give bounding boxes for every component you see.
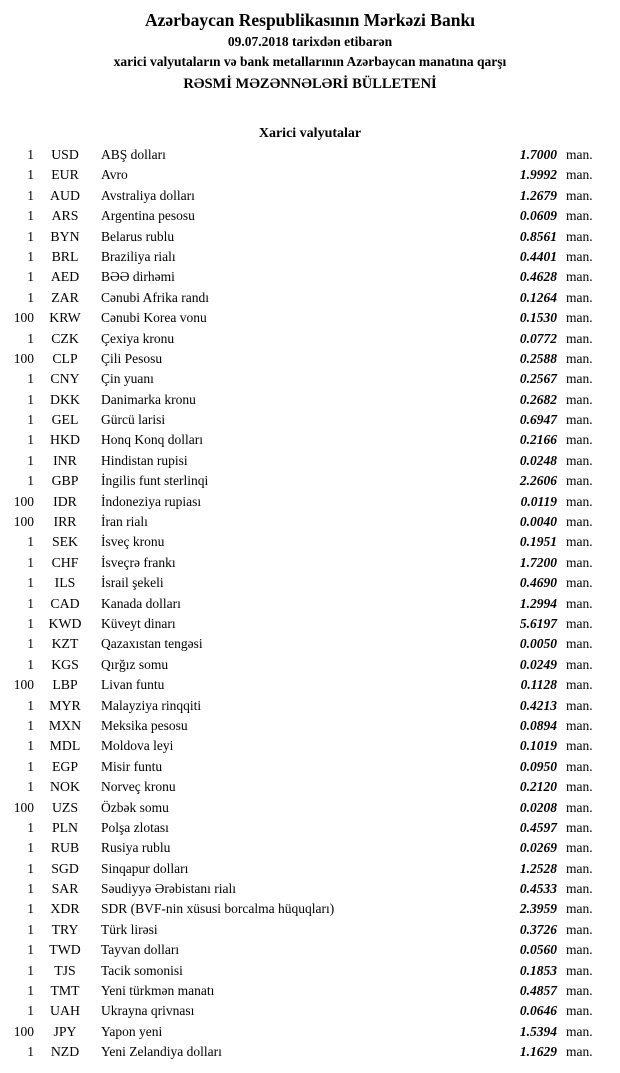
currency-name-cell: Cənubi Afrika randı bbox=[101, 289, 209, 305]
rate-cell: 0.0208 bbox=[519, 799, 557, 815]
currency-code-cell: TWD bbox=[49, 942, 81, 958]
rate-cell: 0.8561 bbox=[519, 228, 557, 244]
unit-cell: man. bbox=[566, 432, 593, 448]
rate-cell: 0.1853 bbox=[519, 962, 557, 978]
currency-name-cell: Çin yuanı bbox=[101, 371, 154, 387]
quantity-cell: 1 bbox=[27, 921, 34, 937]
quantity-cell: 1 bbox=[27, 452, 34, 468]
quantity-cell: 1 bbox=[27, 371, 34, 387]
currency-row bbox=[8, 800, 608, 820]
unit-cell: man. bbox=[566, 779, 593, 795]
currency-name-cell: Tacik somonisi bbox=[101, 962, 183, 978]
quantity-cell: 1 bbox=[27, 717, 34, 733]
rate-cell: 0.0040 bbox=[519, 514, 557, 530]
rate-cell: 0.0248 bbox=[519, 452, 557, 468]
currency-row bbox=[8, 840, 608, 860]
currency-row bbox=[8, 412, 608, 432]
currency-code-cell: EUR bbox=[51, 167, 79, 183]
effective-date: 09.07.2018 tarixdən etibarən bbox=[227, 34, 393, 49]
currency-name-cell: Argentina pesosu bbox=[101, 208, 195, 224]
unit-cell: man. bbox=[566, 677, 593, 693]
rate-cell: 1.2528 bbox=[519, 860, 557, 876]
currency-code-cell: INR bbox=[53, 452, 77, 468]
currency-name-cell: Danimarka kronu bbox=[101, 391, 196, 407]
document-subtitle: xarici valyutaların və bank metallarının Azərbaycan manatına qarşı bbox=[113, 54, 507, 69]
currency-name-cell: Küveyt dinarı bbox=[101, 615, 176, 631]
unit-cell: man. bbox=[566, 1023, 593, 1039]
quantity-cell: 1 bbox=[27, 289, 34, 305]
rate-cell: 0.4857 bbox=[519, 983, 557, 999]
currency-code-cell: ZAR bbox=[51, 289, 79, 305]
unit-cell: man. bbox=[566, 167, 593, 183]
rate-cell: 0.3726 bbox=[519, 921, 557, 937]
unit-cell: man. bbox=[566, 615, 593, 631]
currency-code-cell: UZS bbox=[51, 799, 79, 815]
unit-cell: man. bbox=[566, 493, 593, 509]
currency-name-cell: BƏƏ dirhəmi bbox=[101, 269, 175, 285]
quantity-cell: 1 bbox=[27, 330, 34, 346]
currency-code-cell: IRR bbox=[53, 514, 77, 530]
currency-row bbox=[8, 229, 608, 249]
unit-cell: man. bbox=[566, 248, 593, 264]
currency-name-cell: Gürcü larisi bbox=[101, 412, 166, 428]
currency-name-cell: Yeni Zelandiya dolları bbox=[101, 1044, 222, 1060]
currency-name-cell: Belarus rublu bbox=[101, 228, 175, 244]
rate-cell: 2.3959 bbox=[519, 901, 557, 917]
currency-code-cell: UAH bbox=[50, 1003, 80, 1019]
currency-code-cell: GBP bbox=[51, 473, 79, 489]
unit-cell: man. bbox=[566, 269, 593, 285]
currency-row bbox=[8, 657, 608, 677]
currency-row bbox=[8, 983, 608, 1003]
quantity-cell: 1 bbox=[27, 208, 34, 224]
quantity-cell: 1 bbox=[27, 167, 34, 183]
quantity-cell: 1 bbox=[27, 391, 34, 407]
currency-name-cell: Meksika pesosu bbox=[101, 717, 188, 733]
unit-cell: man. bbox=[566, 391, 593, 407]
quantity-cell: 1 bbox=[27, 248, 34, 264]
rate-cell: 0.0950 bbox=[519, 758, 557, 774]
unit-cell: man. bbox=[566, 330, 593, 346]
rate-cell: 0.1530 bbox=[519, 310, 557, 326]
quantity-cell: 100 bbox=[13, 310, 34, 326]
currency-name-cell: Qazaxıstan tengəsi bbox=[101, 636, 203, 652]
rate-cell: 0.0894 bbox=[519, 717, 557, 733]
currency-row bbox=[8, 942, 608, 962]
currency-row bbox=[8, 269, 608, 289]
rate-cell: 0.4597 bbox=[519, 819, 557, 835]
currency-code-cell: KZT bbox=[51, 636, 79, 652]
rate-cell: 0.0772 bbox=[519, 330, 557, 346]
currency-name-cell: Misir funtu bbox=[101, 758, 163, 774]
currency-row bbox=[8, 453, 608, 473]
quantity-cell: 1 bbox=[27, 881, 34, 897]
currency-row bbox=[8, 188, 608, 208]
rate-cell: 0.0119 bbox=[520, 493, 557, 509]
quantity-cell: 1 bbox=[27, 840, 34, 856]
currency-code-cell: HKD bbox=[50, 432, 80, 448]
rate-cell: 0.4213 bbox=[519, 697, 557, 713]
unit-cell: man. bbox=[566, 799, 593, 815]
currency-code-cell: MDL bbox=[49, 738, 81, 754]
currency-row bbox=[8, 575, 608, 595]
quantity-cell: 1 bbox=[27, 228, 34, 244]
currency-row bbox=[8, 331, 608, 351]
section-title: Xarici valyutalar bbox=[258, 126, 362, 141]
currency-name-cell: Avro bbox=[101, 167, 128, 183]
quantity-cell: 100 bbox=[13, 350, 34, 366]
currency-code-cell: MYR bbox=[49, 697, 81, 713]
currency-name-cell: İndoneziya rupiası bbox=[101, 493, 202, 509]
quantity-cell: 1 bbox=[27, 1044, 34, 1060]
rate-cell: 0.0050 bbox=[519, 636, 557, 652]
currency-name-cell: Yeni türkmən manatı bbox=[101, 983, 215, 999]
currency-code-cell: GEL bbox=[51, 412, 79, 428]
quantity-cell: 1 bbox=[27, 147, 34, 162]
currency-name-cell: Çili Pesosu bbox=[101, 350, 163, 366]
currency-code-cell: BRL bbox=[51, 248, 79, 264]
currency-code-cell: SAR bbox=[51, 881, 79, 897]
currency-row bbox=[8, 167, 608, 187]
currency-code-cell: RUB bbox=[50, 840, 80, 856]
quantity-cell: 1 bbox=[27, 412, 34, 428]
unit-cell: man. bbox=[566, 228, 593, 244]
unit-cell: man. bbox=[566, 717, 593, 733]
rate-cell: 0.2567 bbox=[519, 371, 557, 387]
currency-row bbox=[8, 636, 608, 656]
currency-name-cell: Rusiya rublu bbox=[101, 840, 171, 856]
currency-code-cell: TRY bbox=[51, 921, 79, 937]
quantity-cell: 100 bbox=[13, 799, 34, 815]
currency-code-cell: PLN bbox=[51, 819, 79, 835]
unit-cell: man. bbox=[566, 350, 593, 366]
rate-cell: 1.7000 bbox=[519, 147, 557, 162]
rate-cell: 0.1951 bbox=[519, 534, 557, 550]
currency-code-cell: LBP bbox=[52, 677, 78, 693]
currency-code-cell: USD bbox=[51, 147, 79, 162]
unit-cell: man. bbox=[566, 1044, 593, 1060]
currency-code-cell: NZD bbox=[50, 1044, 80, 1060]
currency-row bbox=[8, 963, 608, 983]
quantity-cell: 1 bbox=[27, 819, 34, 835]
quantity-cell: 1 bbox=[27, 187, 34, 203]
unit-cell: man. bbox=[566, 575, 593, 591]
rate-cell: 1.2994 bbox=[519, 595, 557, 611]
rate-cell: 0.2588 bbox=[519, 350, 557, 366]
rate-cell: 0.0269 bbox=[519, 840, 557, 856]
currency-name-cell: Səudiyyə Ərəbistanı rialı bbox=[101, 881, 236, 897]
currency-name-cell: Braziliya rialı bbox=[101, 248, 176, 264]
quantity-cell: 1 bbox=[27, 1003, 34, 1019]
currency-code-cell: IDR bbox=[53, 493, 77, 509]
currency-code-cell: NOK bbox=[50, 779, 80, 795]
rate-cell: 0.0249 bbox=[519, 656, 557, 672]
quantity-cell: 1 bbox=[27, 697, 34, 713]
currency-row bbox=[8, 290, 608, 310]
currency-code-cell: SEK bbox=[51, 534, 79, 550]
currency-name-cell: Türk lirəsi bbox=[101, 921, 158, 937]
currency-name-cell: İngilis funt sterlinqi bbox=[101, 473, 209, 489]
rate-cell: 0.2682 bbox=[519, 391, 557, 407]
rate-cell: 0.4690 bbox=[519, 575, 557, 591]
bulletin-title: RƏSMİ MƏZƏNNƏLƏRİ BÜLLETENİ bbox=[183, 76, 437, 92]
unit-cell: man. bbox=[566, 514, 593, 530]
unit-cell: man. bbox=[566, 595, 593, 611]
quantity-cell: 1 bbox=[27, 962, 34, 978]
currency-name-cell: Özbək somu bbox=[101, 799, 169, 815]
currency-code-cell: KGS bbox=[51, 656, 79, 672]
currency-code-cell: CLP bbox=[52, 350, 78, 366]
currency-code-cell: EGP bbox=[51, 758, 79, 774]
currency-row bbox=[8, 534, 608, 554]
rate-cell: 1.2679 bbox=[519, 187, 557, 203]
currency-name-cell: Tayvan dolları bbox=[101, 942, 180, 958]
unit-cell: man. bbox=[566, 758, 593, 774]
rate-cell: 0.6947 bbox=[519, 412, 557, 428]
currency-row bbox=[8, 616, 608, 636]
unit-cell: man. bbox=[566, 554, 593, 570]
unit-cell: man. bbox=[566, 819, 593, 835]
quantity-cell: 1 bbox=[27, 983, 34, 999]
unit-cell: man. bbox=[566, 452, 593, 468]
currency-row bbox=[8, 861, 608, 881]
rate-cell: 1.1629 bbox=[519, 1044, 557, 1060]
unit-cell: man. bbox=[566, 656, 593, 672]
currency-name-cell: SDR (BVF-nin xüsusi borcalma hüquqları) bbox=[101, 901, 335, 917]
currency-row bbox=[8, 901, 608, 921]
currency-row bbox=[8, 738, 608, 758]
quantity-cell: 100 bbox=[13, 493, 34, 509]
currency-row bbox=[8, 555, 608, 575]
currency-code-cell: CHF bbox=[51, 554, 79, 570]
quantity-cell: 1 bbox=[27, 656, 34, 672]
currency-name-cell: İsrail şekeli bbox=[101, 575, 164, 591]
unit-cell: man. bbox=[566, 983, 593, 999]
currency-row bbox=[8, 371, 608, 391]
unit-cell: man. bbox=[566, 1003, 593, 1019]
currency-code-cell: ARS bbox=[51, 208, 79, 224]
currency-code-cell: XDR bbox=[50, 901, 80, 917]
currency-row bbox=[8, 147, 608, 167]
currency-name-cell: Kanada dolları bbox=[101, 595, 181, 611]
currency-row bbox=[8, 208, 608, 228]
currency-name-cell: Sinqapur dolları bbox=[101, 860, 189, 876]
currency-code-cell: SGD bbox=[51, 860, 79, 876]
rate-cell: 0.0646 bbox=[519, 1003, 557, 1019]
quantity-cell: 1 bbox=[27, 534, 34, 550]
currency-row bbox=[8, 1003, 608, 1023]
unit-cell: man. bbox=[566, 534, 593, 550]
currency-code-cell: AUD bbox=[50, 187, 80, 203]
currency-code-cell: BYN bbox=[50, 228, 80, 244]
currency-code-cell: MXN bbox=[48, 717, 82, 733]
currency-name-cell: Ukrayna qrivnası bbox=[101, 1003, 195, 1019]
rate-cell: 0.4401 bbox=[519, 248, 557, 264]
currency-code-cell: KRW bbox=[49, 310, 81, 326]
currency-row bbox=[8, 249, 608, 269]
rate-cell: 0.2120 bbox=[519, 779, 557, 795]
quantity-cell: 1 bbox=[27, 554, 34, 570]
unit-cell: man. bbox=[566, 147, 593, 162]
currency-row bbox=[8, 596, 608, 616]
currency-row bbox=[8, 351, 608, 371]
unit-cell: man. bbox=[566, 412, 593, 428]
quantity-cell: 100 bbox=[13, 1023, 34, 1039]
currency-row bbox=[8, 392, 608, 412]
rate-cell: 0.0560 bbox=[519, 942, 557, 958]
currency-name-cell: Yapon yeni bbox=[101, 1023, 163, 1039]
rate-cell: 1.7200 bbox=[519, 554, 557, 570]
unit-cell: man. bbox=[566, 371, 593, 387]
currency-row bbox=[8, 718, 608, 738]
currency-row bbox=[8, 881, 608, 901]
currency-code-cell: DKK bbox=[50, 391, 80, 407]
quantity-cell: 1 bbox=[27, 942, 34, 958]
unit-cell: man. bbox=[566, 636, 593, 652]
currency-row bbox=[8, 922, 608, 942]
quantity-cell: 100 bbox=[13, 677, 34, 693]
currency-name-cell: Norveç kronu bbox=[101, 779, 176, 795]
currency-code-cell: TJS bbox=[54, 962, 76, 978]
unit-cell: man. bbox=[566, 962, 593, 978]
currency-row bbox=[8, 820, 608, 840]
unit-cell: man. bbox=[566, 697, 593, 713]
quantity-cell: 1 bbox=[27, 269, 34, 285]
quantity-cell: 1 bbox=[27, 595, 34, 611]
currency-code-cell: CAD bbox=[50, 595, 80, 611]
currency-name-cell: Avstraliya dolları bbox=[101, 187, 195, 203]
currency-row bbox=[8, 677, 608, 697]
quantity-cell: 1 bbox=[27, 860, 34, 876]
rate-cell: 0.2166 bbox=[519, 432, 557, 448]
quantity-cell: 1 bbox=[27, 758, 34, 774]
unit-cell: man. bbox=[566, 289, 593, 305]
currency-code-cell: JPY bbox=[53, 1023, 77, 1039]
currency-row bbox=[8, 1024, 608, 1044]
rate-cell: 0.1128 bbox=[520, 677, 557, 693]
quantity-cell: 100 bbox=[13, 514, 34, 530]
currency-name-cell: Honq Konq dolları bbox=[101, 432, 203, 448]
currency-row bbox=[8, 1044, 608, 1064]
currency-row bbox=[8, 432, 608, 452]
currency-row bbox=[8, 759, 608, 779]
currency-name-cell: Malayziya rinqqiti bbox=[101, 697, 202, 713]
quantity-cell: 1 bbox=[27, 779, 34, 795]
currency-row bbox=[8, 514, 608, 534]
rate-cell: 1.5394 bbox=[519, 1023, 557, 1039]
currency-code-cell: TMT bbox=[50, 983, 80, 999]
currency-name-cell: Çexiya kronu bbox=[101, 330, 175, 346]
currency-name-cell: Cənubi Korea vonu bbox=[101, 310, 207, 326]
quantity-cell: 1 bbox=[27, 636, 34, 652]
rate-cell: 0.1264 bbox=[519, 289, 557, 305]
unit-cell: man. bbox=[566, 901, 593, 917]
currency-name-cell: Polşa zlotası bbox=[101, 819, 169, 835]
currency-row bbox=[8, 310, 608, 330]
currency-name-cell: İran rialı bbox=[101, 514, 148, 530]
currency-code-cell: CZK bbox=[51, 330, 79, 346]
currency-name-cell: Hindistan rupisi bbox=[101, 452, 188, 468]
unit-cell: man. bbox=[566, 860, 593, 876]
unit-cell: man. bbox=[566, 738, 593, 754]
currency-table bbox=[0, 147, 620, 1065]
currency-name-cell: Livan funtu bbox=[101, 677, 165, 693]
currency-row bbox=[8, 698, 608, 718]
currency-name-cell: İsveçrə frankı bbox=[101, 554, 176, 570]
page-title: Azərbaycan Respublikasının Mərkəzi Bankı bbox=[144, 10, 476, 30]
rate-cell: 0.1019 bbox=[519, 738, 557, 754]
unit-cell: man. bbox=[566, 310, 593, 326]
unit-cell: man. bbox=[566, 208, 593, 224]
rate-cell: 0.0609 bbox=[519, 208, 557, 224]
quantity-cell: 1 bbox=[27, 738, 34, 754]
currency-name-cell: ABŞ dolları bbox=[101, 147, 166, 162]
currency-name-cell: İsveç kronu bbox=[101, 534, 165, 550]
currency-code-cell: KWD bbox=[48, 615, 82, 631]
currency-code-cell: AED bbox=[50, 269, 80, 285]
unit-cell: man. bbox=[566, 942, 593, 958]
unit-cell: man. bbox=[566, 921, 593, 937]
unit-cell: man. bbox=[566, 187, 593, 203]
quantity-cell: 1 bbox=[27, 615, 34, 631]
unit-cell: man. bbox=[566, 881, 593, 897]
quantity-cell: 1 bbox=[27, 432, 34, 448]
rate-cell: 2.2606 bbox=[519, 473, 557, 489]
currency-row bbox=[8, 473, 608, 493]
document-header bbox=[0, 0, 620, 95]
currency-name-cell: Moldova leyi bbox=[101, 738, 174, 754]
currency-name-cell: Qırğız somu bbox=[101, 656, 169, 672]
quantity-cell: 1 bbox=[27, 901, 34, 917]
currency-code-cell: ILS bbox=[54, 575, 76, 591]
currency-row bbox=[8, 494, 608, 514]
unit-cell: man. bbox=[566, 473, 593, 489]
unit-cell: man. bbox=[566, 840, 593, 856]
rate-cell: 0.4628 bbox=[519, 269, 557, 285]
currency-code-cell: CNY bbox=[50, 371, 80, 387]
quantity-cell: 1 bbox=[27, 575, 34, 591]
rate-cell: 0.4533 bbox=[519, 881, 557, 897]
quantity-cell: 1 bbox=[27, 473, 34, 489]
rate-cell: 1.9992 bbox=[519, 167, 557, 183]
rate-cell: 5.6197 bbox=[519, 615, 557, 631]
currency-row bbox=[8, 779, 608, 799]
